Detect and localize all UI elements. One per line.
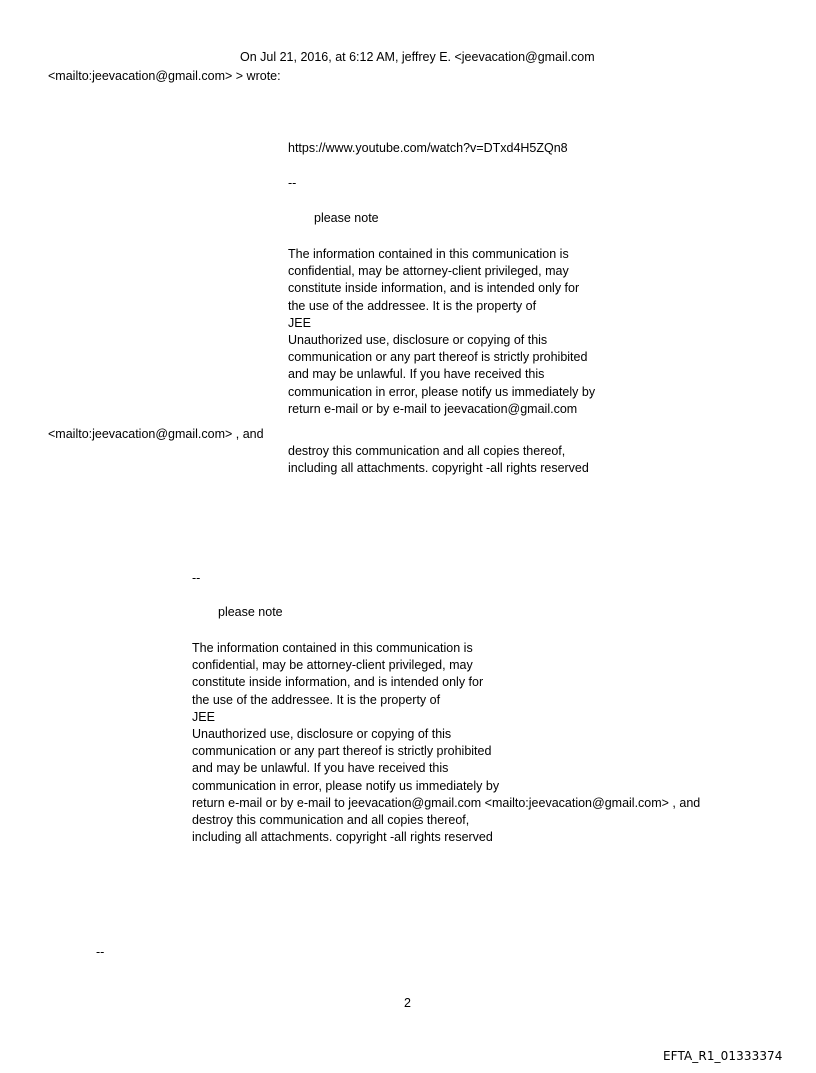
disclaimer-line: communication in error, please notify us immediately by: [192, 778, 500, 793]
disclaimer-line: Unauthorized use, disclosure or copying of this: [288, 333, 548, 348]
disclaimer-line: return e-mail or by e-mail to jeevacation@gmail.com <mailto:jeevacation@gmail.com> , and: [192, 795, 701, 810]
signature-separator: --: [288, 176, 297, 190]
disclaimer-line: communication in error, please notify us immediately by: [288, 384, 596, 399]
disclaimer-line: and may be unlawful. If you have received this: [192, 761, 449, 776]
disclaimer-line: return e-mail or by e-mail to jeevacation@gmail.com: [288, 401, 578, 416]
disclaimer-line: the use of the addressee. It is the property of: [288, 298, 537, 313]
disclaimer-line: The information contained in this communication is: [192, 641, 473, 655]
signature-separator: --: [192, 571, 201, 585]
disclaimer-line: constitute inside information, and is intended only for: [192, 675, 484, 690]
inner-disclaimer-closing: [288, 443, 589, 477]
disclaimer-line: Unauthorized use, disclosure or copying of this: [192, 727, 452, 742]
disclaimer-line: JEE: [192, 709, 215, 724]
disclaimer-line: The information contained in this communication is: [288, 247, 569, 261]
note-heading: please note: [218, 605, 283, 619]
disclaimer-line: JEE: [288, 315, 311, 330]
disclaimer-line: communication or any part thereof is strictly prohibited: [192, 744, 492, 759]
reply-header-line-2: <mailto:jeevacation@gmail.com> > wrote:: [48, 69, 281, 83]
disclaimer-line: the use of the addressee. It is the property of: [192, 692, 441, 707]
disclaimer-line: including all attachments. copyright -all rights reserved: [288, 461, 589, 476]
disclaimer-line: destroy this communication and all copies thereof,: [192, 813, 470, 828]
disclaimer-line: communication or any part thereof is strictly prohibited: [288, 350, 588, 365]
outer-disclaimer: [192, 640, 700, 846]
wrapped-mailto: <mailto:jeevacation@gmail.com> , and: [48, 427, 264, 441]
page-number: 2: [404, 996, 411, 1010]
trailing-separator: --: [96, 945, 105, 959]
disclaimer-line: destroy this communication and all copies thereof,: [288, 444, 566, 458]
disclaimer-line: confidential, may be attorney-client privileged, may: [288, 264, 569, 279]
document-id: EFTA_R1_01333374: [663, 1049, 783, 1063]
disclaimer-line: confidential, may be attorney-client privileged, may: [192, 658, 473, 673]
reply-header-line-1: On Jul 21, 2016, at 6:12 AM, jeffrey E. <jeevacation@gmail.com: [240, 50, 595, 64]
disclaimer-line: and may be unlawful. If you have received this: [288, 367, 545, 382]
disclaimer-line: including all attachments. copyright -all rights reserved: [192, 830, 493, 845]
youtube-link[interactable]: https://www.youtube.com/watch?v=DTxd4H5ZQn8: [288, 141, 568, 155]
note-heading: please note: [314, 211, 379, 225]
disclaimer-line: constitute inside information, and is intended only for: [288, 281, 580, 296]
inner-disclaimer: [288, 246, 595, 418]
